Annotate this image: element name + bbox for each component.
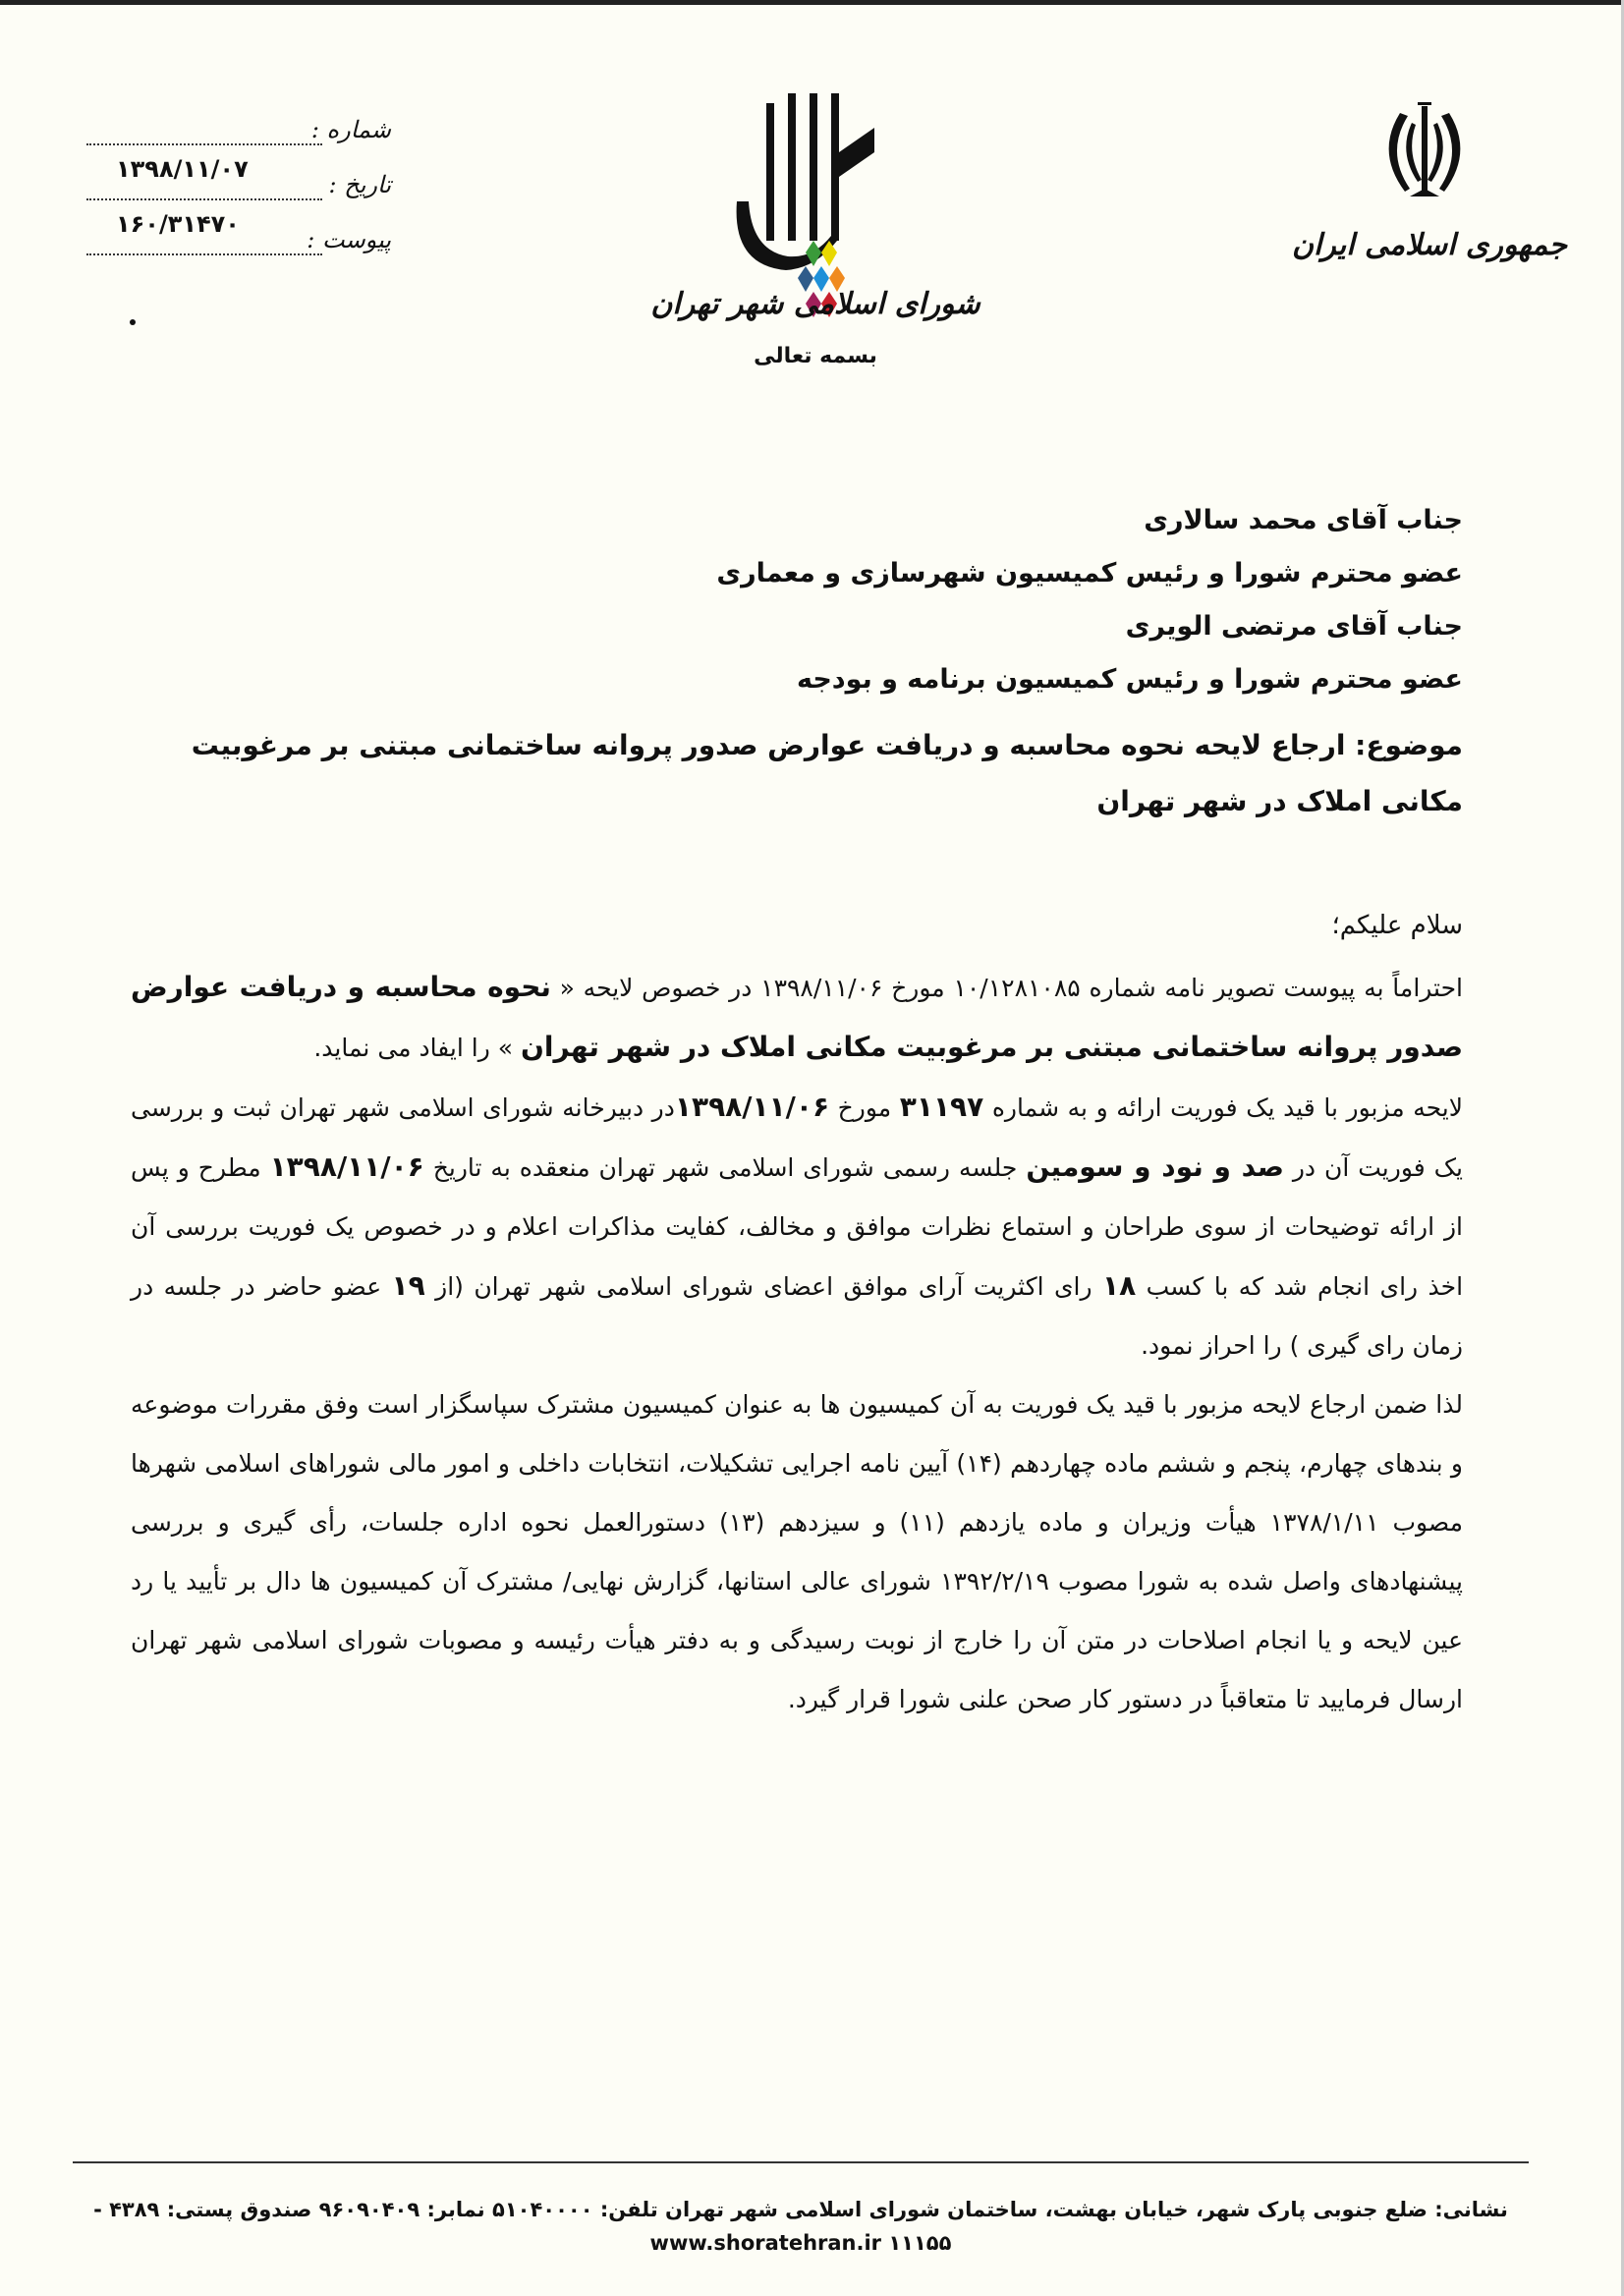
- dot-mark: [130, 319, 136, 325]
- body-text: جلسه رسمی شورای اسلامی شهر تهران منعقده به تاریخ: [423, 1153, 1027, 1182]
- scan-top-border: [0, 0, 1624, 5]
- bold-text: صد و نود و سومین: [1026, 1150, 1284, 1183]
- body-paragraph: [131, 1375, 1463, 1729]
- body-paragraph: [131, 1078, 1463, 1375]
- body-paragraph: [131, 958, 1463, 1078]
- number-dotted-line: [86, 143, 322, 145]
- bold-text: ۱۸: [1101, 1269, 1137, 1302]
- footer-divider: [73, 2161, 1529, 2163]
- subject-line: موضوع: ارجاع لایحه نحوه محاسبه و دریافت عوارض صدور پروانه ساختمانی مبتنی بر مرغوبیت مکانی املاک در شهر تهران: [191, 729, 1463, 817]
- addressees: [186, 494, 1463, 706]
- bold-text: ۱۹: [391, 1269, 425, 1302]
- addressee-line: عضو محترم شورا و رئیس کمیسیون برنامه و بودجه: [796, 664, 1463, 695]
- bold-text: نحوه محاسبه و دریافت عوارض صدور پروانه ساختمانی مبتنی بر مرغوبیت مکانی املاک در شهر تهران: [131, 971, 1463, 1063]
- bold-text: ۱۳۹۸/۱۱/۰۶: [674, 1091, 830, 1123]
- body-text: لایحه مزبور با قید یک فوریت ارائه و به شماره: [983, 1093, 1463, 1122]
- iran-emblem-icon: [1371, 98, 1479, 206]
- body-text: عضو حاضر در جلسه در زمان رای گیری ) را احراز نمود.: [131, 1272, 1463, 1360]
- addressee-line: جناب آقای مرتضی الویری: [1125, 611, 1463, 642]
- attachment-row: [86, 210, 391, 281]
- addressee-line: عضو محترم شورا و رئیس کمیسیون شهرسازی و معماری: [716, 558, 1463, 588]
- greeting: سلام علیکم؛: [1331, 911, 1463, 940]
- bold-text: ۱۳۹۸/۱۱/۰۶: [269, 1150, 424, 1183]
- body-text: مورخ: [829, 1093, 900, 1122]
- basmala: بسمه تعالی: [754, 344, 877, 368]
- body-text: رای اکثریت آرای موافق اعضای شورای اسلامی شهر تهران (از: [424, 1272, 1102, 1301]
- republic-name: جمهوری اسلامی ایران: [1291, 228, 1568, 262]
- council-name: شورای اسلامی شهر تهران: [650, 287, 980, 321]
- body-text: مطرح و پس از ارائه توضیحات از سوی طراحان و استماع نظرات موافق و مخالف، کفایت مذاکرات اعلام و در خصوص یک فوریت بررسی آن اخذ رای انجام شد که با کسب: [131, 1153, 1464, 1301]
- body-text: لذا ضمن ارجاع لایحه مزبور با قید یک فوریت به آن کمیسیون ها به عنوان کمیسیون مشترک سپاسگزار است وفق مقررات موضوعه و بندهای چهارم، پنجم و ششم ماده چهاردهم (۱۴) آیین نامه اجرایی تشکیلات، انتخابات داخلی و امور مالی شوراهای اسلامی شهرها مصوب ۱۳۷۸/۱/۱۱ هیأت وزیران و ماده یازدهم (۱۱) و سیزدهم (۱۳) دستورالعمل نحوه اداره جلسات، رأی گیری و بررسی پیشنهادهای واصل شده به شورا مصوب ۱۳۹۲/۲/۱۹ شورای عالی استانها، گزارش نهایی/ مشترک آن کمیسیون ها دال بر تأیید یا رد عین لایحه و یا انجام اصلاحات در متن آن را خارج از نوبت رسیدگی و به دفتر هیأت رئیسه و مصوبات شورای اسلامی شهر تهران ارسال فرمایید تا متعاقباً در دستور کار صحن علنی شورا قرار گیرد.: [131, 1390, 1463, 1713]
- date-dotted-line: [86, 198, 322, 200]
- letter-body: [131, 958, 1463, 1729]
- letter-meta: [86, 116, 391, 281]
- number-label: شماره :: [310, 116, 391, 143]
- date-value: ۱۳۹۸/۱۱/۰۷: [116, 155, 249, 183]
- addressee-line: جناب آقای محمد سالاری: [1144, 505, 1463, 535]
- body-text: احتراماً به پیوست تصویر نامه شماره ۱۰/۱۲۸۱۰۸۵ مورخ ۱۳۹۸/۱۱/۰۶ در خصوص لایحه «: [550, 974, 1464, 1002]
- attachment-value: ۱۶۰/۳۱۴۷۰: [116, 210, 240, 238]
- body-text: در دبیرخانه شورای اسلامی شهر تهران ثبت و بررسی یک فوریت آن در: [131, 1093, 1463, 1182]
- attachment-dotted-line: [86, 253, 322, 255]
- date-label: تاریخ :: [328, 171, 391, 198]
- footer-address: نشانی: ضلع جنوبی پارک شهر، خیابان بهشت، ساختمان شورای اسلامی شهر تهران تلفن: ۵۱۰۴۰۰۰۰ نمابر: ۹۶۰۹۰۴۰۹ صندوق پستی: ۴۳۸۹ - ۱۱۱۵۵ www.shoratehran.ir: [93, 2198, 1508, 2255]
- bold-text: ۳۱۱۹۷: [899, 1091, 984, 1123]
- body-text: » را ایفاد می نماید.: [313, 1034, 521, 1062]
- attachment-label: پیوست :: [307, 226, 391, 253]
